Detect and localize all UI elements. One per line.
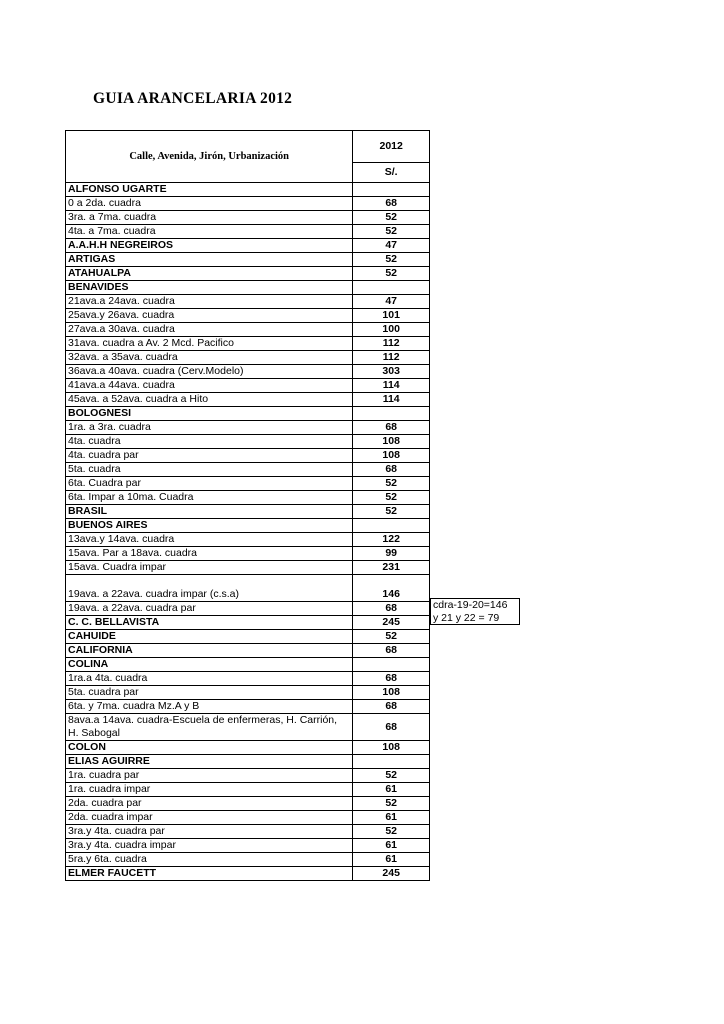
- tariff-value-cell: 68: [353, 644, 430, 658]
- tariff-value-cell: 303: [353, 365, 430, 379]
- street-name-cell: A.A.H.H NEGREIROS: [66, 239, 353, 253]
- tariff-value-cell: [353, 183, 430, 197]
- street-name-cell: 3ra. a 7ma. cuadra: [66, 211, 353, 225]
- tariff-value-cell: [353, 658, 430, 672]
- street-name-cell: CALIFORNIA: [66, 644, 353, 658]
- table-row: [66, 658, 430, 672]
- table-row: [66, 267, 430, 281]
- table-row: [66, 421, 430, 435]
- tariff-value-cell: 114: [353, 393, 430, 407]
- tariff-value-cell: 52: [353, 253, 430, 267]
- tariff-value-cell: 52: [353, 491, 430, 505]
- table-row: [66, 253, 430, 267]
- table-row: [66, 769, 430, 783]
- tariff-value-cell: 112: [353, 351, 430, 365]
- tariff-value-cell: 122: [353, 533, 430, 547]
- street-name-cell: 6ta. y 7ma. cuadra Mz.A y B: [66, 700, 353, 714]
- tariff-table-body: [66, 131, 430, 881]
- table-row: [66, 714, 430, 741]
- street-name-cell: C. C. BELLAVISTA: [66, 616, 353, 630]
- tariff-value-cell: 231: [353, 561, 430, 575]
- table-row: [66, 672, 430, 686]
- table-row: [66, 797, 430, 811]
- street-name-cell: ALFONSO UGARTE: [66, 183, 353, 197]
- tariff-value-cell: 52: [353, 505, 430, 519]
- street-name-cell: BENAVIDES: [66, 281, 353, 295]
- table-row: [66, 575, 430, 602]
- table-row: [66, 393, 430, 407]
- table-row: [66, 407, 430, 421]
- unit-column-header: S/.: [353, 163, 430, 183]
- tariff-table: [65, 130, 430, 881]
- street-name-cell: ATAHUALPA: [66, 267, 353, 281]
- street-name-cell: 1ra. a 3ra. cuadra: [66, 421, 353, 435]
- table-row: [66, 519, 430, 533]
- tariff-value-cell: 112: [353, 337, 430, 351]
- table-row: [66, 602, 430, 616]
- table-row: [66, 323, 430, 337]
- street-name-cell: ELIAS AGUIRRE: [66, 755, 353, 769]
- street-name-cell: BUENOS AIRES: [66, 519, 353, 533]
- table-row: [66, 505, 430, 519]
- tariff-value-cell: 52: [353, 825, 430, 839]
- table-row: [66, 700, 430, 714]
- table-row: [66, 533, 430, 547]
- table-row: [66, 435, 430, 449]
- street-name-cell: 21ava.a 24ava. cuadra: [66, 295, 353, 309]
- table-row: [66, 379, 430, 393]
- tariff-value-cell: 108: [353, 686, 430, 700]
- tariff-value-cell: 100: [353, 323, 430, 337]
- table-row: [66, 281, 430, 295]
- tariff-value-cell: 61: [353, 839, 430, 853]
- tariff-value-cell: 114: [353, 379, 430, 393]
- street-name-cell: COLINA: [66, 658, 353, 672]
- tariff-value-cell: 101: [353, 309, 430, 323]
- table-row: [66, 309, 430, 323]
- table-row: [66, 783, 430, 797]
- street-name-cell: 25ava.y 26ava. cuadra: [66, 309, 353, 323]
- street-name-cell: 2da. cuadra impar: [66, 811, 353, 825]
- street-name-cell: 3ra.y 4ta. cuadra impar: [66, 839, 353, 853]
- street-name-cell: ELMER FAUCETT: [66, 867, 353, 881]
- street-name-cell: BOLOGNESI: [66, 407, 353, 421]
- tariff-value-cell: 52: [353, 225, 430, 239]
- table-row: [66, 491, 430, 505]
- table-row: [66, 825, 430, 839]
- tariff-value-cell: [353, 407, 430, 421]
- street-name-cell: CAHUIDE: [66, 630, 353, 644]
- street-name-cell: 2da. cuadra par: [66, 797, 353, 811]
- table-row: [66, 839, 430, 853]
- street-name-cell: ARTIGAS: [66, 253, 353, 267]
- street-name-cell: 32ava. a 35ava. cuadra: [66, 351, 353, 365]
- page-title: GUIA ARANCELARIA 2012: [93, 90, 293, 107]
- table-row: [66, 239, 430, 253]
- street-name-cell: 1ra.a 4ta. cuadra: [66, 672, 353, 686]
- table-row: [66, 630, 430, 644]
- table-row: [66, 365, 430, 379]
- tariff-value-cell: 245: [353, 616, 430, 630]
- tariff-value-cell: 108: [353, 449, 430, 463]
- tariff-value-cell: 47: [353, 239, 430, 253]
- side-note-line-2: y 21 y 22 = 79: [433, 612, 500, 624]
- street-name-cell: 5ta. cuadra: [66, 463, 353, 477]
- tariff-value-cell: 108: [353, 741, 430, 755]
- table-row: [66, 225, 430, 239]
- street-name-cell: 45ava. a 52ava. cuadra a Hito: [66, 393, 353, 407]
- street-name-cell: 0 a 2da. cuadra: [66, 197, 353, 211]
- street-name-cell: 4ta. cuadra par: [66, 449, 353, 463]
- side-note-line-1: cdra-19-20=146: [433, 599, 508, 611]
- tariff-value-cell: 61: [353, 853, 430, 867]
- street-name-cell: 41ava.a 44ava. cuadra: [66, 379, 353, 393]
- tariff-value-cell: 99: [353, 547, 430, 561]
- side-note: [430, 598, 520, 625]
- tariff-value-cell: 68: [353, 602, 430, 616]
- tariff-value-cell: 52: [353, 267, 430, 281]
- tariff-value-cell: 245: [353, 867, 430, 881]
- street-name-cell: 31ava. cuadra a Av. 2 Mcd. Pacifico: [66, 337, 353, 351]
- tariff-value-cell: 146: [353, 575, 430, 602]
- tariff-value-cell: 68: [353, 714, 430, 741]
- street-name-cell: 15ava. Par a 18ava. cuadra: [66, 547, 353, 561]
- table-header-row-1: [66, 131, 430, 163]
- street-name-cell: 27ava.a 30ava. cuadra: [66, 323, 353, 337]
- tariff-value-cell: 68: [353, 672, 430, 686]
- table-row: [66, 644, 430, 658]
- tariff-value-cell: [353, 519, 430, 533]
- street-name-cell: 1ra. cuadra impar: [66, 783, 353, 797]
- street-name-cell: 4ta. cuadra: [66, 435, 353, 449]
- tariff-value-cell: 52: [353, 769, 430, 783]
- table-row: [66, 811, 430, 825]
- table-row: [66, 616, 430, 630]
- year-column-header: 2012: [353, 131, 430, 163]
- street-name-cell: 5ra.y 6ta. cuadra: [66, 853, 353, 867]
- tariff-value-cell: 52: [353, 211, 430, 225]
- table-row: [66, 477, 430, 491]
- street-name-cell: 36ava.a 40ava. cuadra (Cerv.Modelo): [66, 365, 353, 379]
- table-row: [66, 449, 430, 463]
- tariff-value-cell: 61: [353, 811, 430, 825]
- tariff-value-cell: 47: [353, 295, 430, 309]
- table-row: [66, 463, 430, 477]
- tariff-value-cell: 52: [353, 477, 430, 491]
- street-name-cell: 19ava. a 22ava. cuadra impar (c.s.a): [66, 575, 353, 602]
- street-column-header: Calle, Avenida, Jirón, Urbanización: [66, 131, 353, 183]
- tariff-value-cell: 61: [353, 783, 430, 797]
- street-name-cell: 6ta. Impar a 10ma. Cuadra: [66, 491, 353, 505]
- tariff-value-cell: 68: [353, 700, 430, 714]
- tariff-value-cell: 68: [353, 197, 430, 211]
- street-name-cell: 3ra.y 4ta. cuadra par: [66, 825, 353, 839]
- tariff-value-cell: 68: [353, 463, 430, 477]
- table-row: [66, 295, 430, 309]
- tariff-value-cell: [353, 281, 430, 295]
- street-name-cell: 19ava. a 22ava. cuadra par: [66, 602, 353, 616]
- table-row: [66, 547, 430, 561]
- tariff-value-cell: [353, 755, 430, 769]
- street-name-cell: COLON: [66, 741, 353, 755]
- table-row: [66, 867, 430, 881]
- table-row: [66, 351, 430, 365]
- table-row: [66, 337, 430, 351]
- street-name-cell: 6ta. Cuadra par: [66, 477, 353, 491]
- table-row: [66, 853, 430, 867]
- tariff-value-cell: 68: [353, 421, 430, 435]
- street-name-cell: 4ta. a 7ma. cuadra: [66, 225, 353, 239]
- street-name-cell: 13ava.y 14ava. cuadra: [66, 533, 353, 547]
- tariff-value-cell: 52: [353, 797, 430, 811]
- table-row: [66, 197, 430, 211]
- tariff-value-cell: 52: [353, 630, 430, 644]
- street-name-cell: BRASIL: [66, 505, 353, 519]
- street-name-cell: 15ava. Cuadra impar: [66, 561, 353, 575]
- table-row: [66, 686, 430, 700]
- tariff-value-cell: 108: [353, 435, 430, 449]
- table-row: [66, 755, 430, 769]
- table-row: [66, 183, 430, 197]
- table-row: [66, 561, 430, 575]
- table-row: [66, 741, 430, 755]
- table-row: [66, 211, 430, 225]
- street-name-cell: 5ta. cuadra par: [66, 686, 353, 700]
- street-name-cell: 8ava.a 14ava. cuadra-Escuela de enfermeras, H. Carrión, H. Sabogal: [66, 714, 353, 741]
- street-name-cell: 1ra. cuadra par: [66, 769, 353, 783]
